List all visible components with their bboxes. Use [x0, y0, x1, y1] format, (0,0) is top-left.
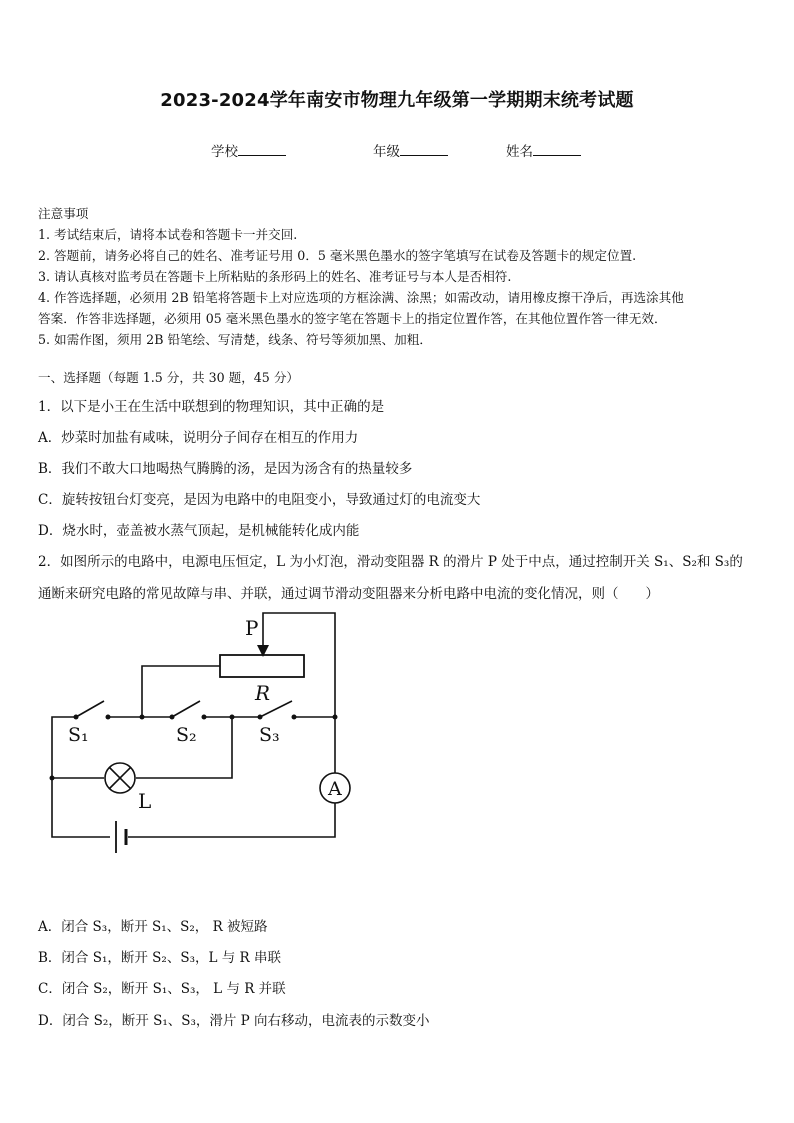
grade-blank[interactable] [400, 143, 448, 156]
s3-right-contact [292, 715, 297, 720]
q2-option-c: C．闭合 S₂，断开 S₁、S₃， L 与 R 并联 [38, 981, 286, 997]
notice-item: 答案．作答非选择题，必须用 05 毫米黑色墨水的签字笔在答题卡上的指定位置作答，在其他位置作答一律无效． [38, 311, 667, 326]
exam-title: 2023-2024学年南安市物理九年级第一学期期末统考试题 [160, 90, 634, 111]
s2-blade [172, 701, 200, 717]
q1-option-a: A．炒菜时加盐有咸味，说明分子间存在相互的作用力 [38, 430, 359, 446]
name-blank[interactable] [533, 143, 581, 156]
junction-node [140, 715, 145, 720]
q1-option-d: D．烧水时，壶盖被水蒸气顶起，是机械能转化成内能 [38, 523, 360, 539]
notice-item: 4. 作答选择题，必须用 2B 铅笔将答题卡上对应选项的方框涂满、涂黑；如需改动，请用橡皮擦干净后，再选涂其他 [38, 290, 684, 305]
q2-option-b: B．闭合 S₁，断开 S₂、S₃，L 与 R 串联 [38, 950, 281, 966]
notice-item: 3. 请认真核对监考员在答题卡上所粘贴的条形码上的姓名、准考证号与本人是否相符. [38, 269, 512, 284]
label-s3: S₃ [259, 724, 280, 746]
rheostat-left-wire [142, 666, 220, 717]
notice-item: 5. 如需作图，须用 2B 铅笔绘、写清楚，线条、符号等须加黑、加粗． [38, 332, 432, 347]
junction-node [333, 715, 338, 720]
junction-node [50, 776, 55, 781]
q1-option-b: B．我们不敢大口地喝热气腾腾的汤，是因为汤含有的热量较多 [38, 461, 413, 477]
name-label: 姓名 [506, 144, 533, 160]
slider-lead-wire [263, 613, 335, 717]
q2-stem-line2: 通断来研究电路的常见故障与串、并联，通过调节滑动变阻器来分析电路中电流的变化情况，则（ ） [38, 586, 659, 602]
junction-node [230, 715, 235, 720]
school-label: 学校 [211, 144, 238, 160]
notice-item: 1. 考试结束后，请将本试卷和答题卡一并交回. [38, 227, 298, 242]
q1-option-c: C．旋转按钮台灯变亮，是因为电路中的电阻变小，导致通过灯的电流变大 [38, 492, 481, 508]
label-s2: S₂ [176, 724, 197, 746]
rheostat-body [220, 655, 304, 677]
notice-block [38, 203, 758, 350]
s1-blade [76, 701, 104, 717]
notice-item: 2. 答题前，请务必将自己的姓名、准考证号用 0．5 毫米黑色墨水的签字笔填写在试卷及答题卡的规定位置. [38, 248, 637, 263]
name-field[interactable] [506, 140, 581, 160]
label-s1: S₁ [68, 724, 89, 746]
notice-heading: 注意事项 [38, 206, 89, 221]
q1-stem: 1．以下是小王在生活中联想到的物理知识，其中正确的是 [38, 399, 385, 415]
section-heading: 一、选择题（每题 1.5 分，共 30 题，45 分） [38, 370, 300, 385]
circuit-diagram [38, 605, 358, 880]
grade-field[interactable] [373, 140, 448, 160]
label-l: L [138, 789, 152, 813]
grade-label: 年级 [373, 144, 400, 160]
s2-right-contact [202, 715, 207, 720]
school-blank[interactable] [238, 143, 286, 156]
s2-left-contact [170, 715, 175, 720]
ammeter-bottom-wire [128, 803, 335, 837]
q2-stem-line1: 2．如图所示的电路中，电源电压恒定，L 为小灯泡，滑动变阻器 R 的滑片 P 处于中点，通过控制开关 S₁、S₂和 S₃的 [38, 554, 743, 570]
s1-left-contact [74, 715, 79, 720]
s3-left-contact [258, 715, 263, 720]
q2-option-d: D．闭合 S₂，断开 S₁、S₃，滑片 P 向右移动，电流表的示数变小 [38, 1013, 430, 1029]
label-a: A [328, 778, 342, 800]
label-r: R [255, 681, 271, 705]
label-p: P [245, 616, 259, 640]
school-field[interactable] [211, 140, 286, 160]
s1-right-contact [106, 715, 111, 720]
q2-option-a: A．闭合 S₃，断开 S₁、S₂， R 被短路 [38, 919, 268, 935]
